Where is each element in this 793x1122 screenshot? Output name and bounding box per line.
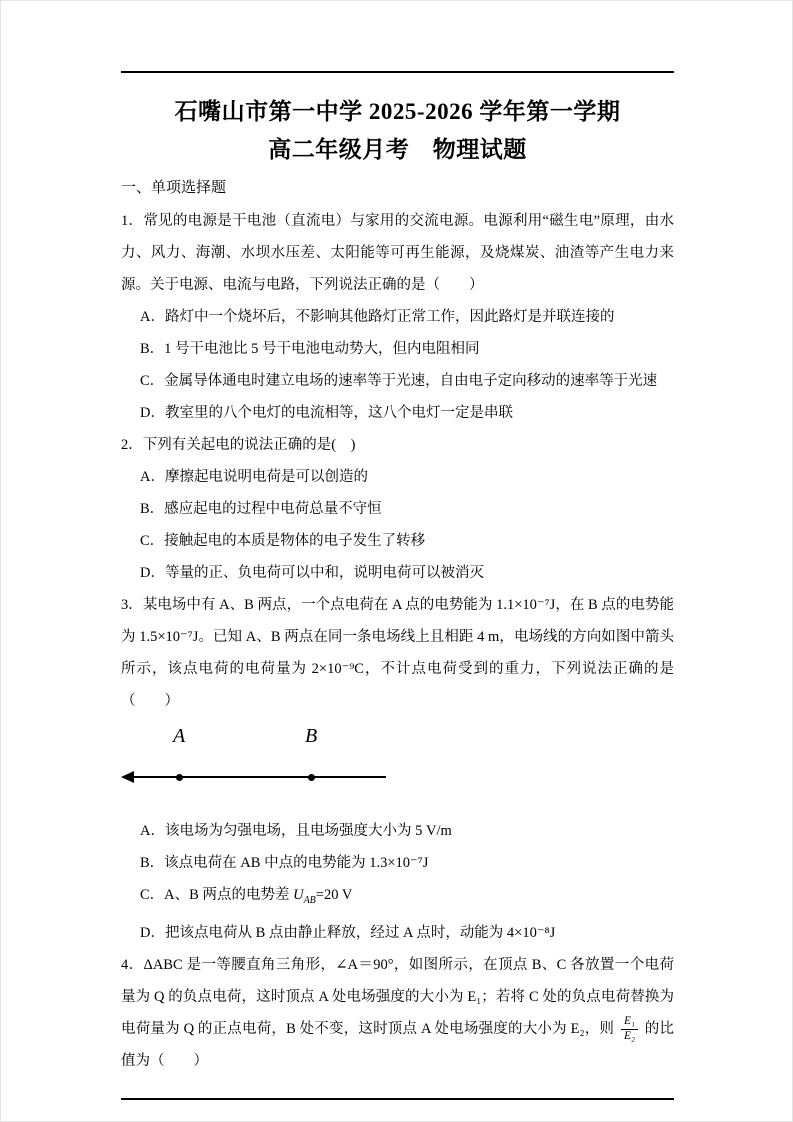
- question-3-option-b: B．该点电荷在 AB 中点的电势能为 1.3×10⁻⁷J: [140, 855, 429, 871]
- question-3-option-d: D．把该点电荷从 B 点由静止释放，经过 A 点时，动能为 4×10⁻⁸J: [140, 924, 556, 941]
- question-1-option-c: C．金属导体通电时建立电场的速率等于光速，自由电子定向移动的速率等于光速: [140, 373, 658, 389]
- question-2-stem: 2．下列有关起电的说法正确的是( ): [121, 437, 356, 453]
- point-b-label: B: [305, 725, 318, 747]
- question-1-stem: 1．常见的电源是干电池（直流电）与家用的交流电源。电源利用“磁生电”原理，由水力、风力、海潮、水坝水压差、太阳能等可再生能源，及烧煤炭、油渣等产生电力来源。关于电源、电流与电路，下列说法正确的是（ ）: [121, 213, 674, 293]
- fraction-denominator: E₂: [623, 1030, 635, 1043]
- field-line: [124, 776, 386, 778]
- voltage-subscript: AB: [303, 894, 316, 906]
- fraction-numerator: E₁: [621, 1015, 638, 1030]
- voltage-variable: U: [293, 887, 304, 903]
- header-rule: [121, 71, 674, 73]
- question-3-figure: [121, 721, 421, 809]
- exam-title-line2: 高二年级月考 物理试题: [268, 137, 527, 162]
- question-4-stem-text: 4．ΔABC 是一等腰直角三角形，∠A＝90°，如图所示，在顶点 B、C 各放置一个电荷量为 Q 的负点电荷，这时顶点 A 处电场强度的大小为 E₁；若将 C 处的负点电荷替换为电荷量为 Q 的正点电荷，B 处不变，这时顶点 A 处电场强度的大小为 E₂，则: [121, 956, 674, 1037]
- question-3-option-a: A．该电场为匀强电场，且电场强度大小为 5 V/m: [140, 823, 452, 839]
- question-3-option-c: [121, 879, 674, 917]
- question-2-option-a: A．摩擦起电说明电荷是可以创造的: [140, 469, 368, 485]
- option-c-text-post: =20 V: [315, 887, 353, 903]
- question-2-option-c: C．接触起电的本质是物体的电子发生了转移: [140, 533, 426, 549]
- footer-rule: [121, 1098, 674, 1100]
- question-1-option-d: D．教室里的八个电灯的电流相等，这八个电灯一定是串联: [140, 405, 513, 421]
- question-4-stem-text-post: 的比值为（ ）: [121, 1020, 674, 1069]
- question-2-option-d: D．等量的正、负电荷可以中和，说明电荷可以被消灭: [140, 565, 484, 581]
- question-1-option-b: B．1 号干电池比 5 号干电池电动势大，但内电阻相同: [140, 341, 480, 357]
- option-c-text: C．A、B 两点的电势差: [140, 887, 294, 903]
- question-2-option-b: B．感应起电的过程中电荷总量不守恒: [140, 501, 382, 517]
- question-4-stem: [121, 949, 674, 1077]
- question-1-option-a: A．路灯中一个烧坏后，不影响其他路灯正常工作，因此路灯是并联连接的: [140, 309, 615, 325]
- point-b-dot: [308, 774, 315, 781]
- point-a-label: A: [173, 725, 186, 747]
- exam-content: [121, 93, 674, 1077]
- e1-over-e2-fraction: [621, 1015, 638, 1044]
- question-3-stem: 3．某电场中有 A、B 两点，一个点电荷在 A 点的电势能为 1.1×10⁻⁷J，在 B 点的电势能为 1.5×10⁻⁷J。已知 A、B 两点在同一条电场线上且相距 4 m，电场线的方向如图中箭头所示，该点电荷的电荷量为 2×10⁻⁹C，不计点电荷受到的重力，下列说法正确的是（ ）: [121, 597, 674, 709]
- point-a-dot: [176, 774, 183, 781]
- section-heading: 一、单项选择题: [121, 180, 227, 196]
- exam-title-line1: 石嘴山市第一中学 2025-2026 学年第一学期: [174, 99, 621, 124]
